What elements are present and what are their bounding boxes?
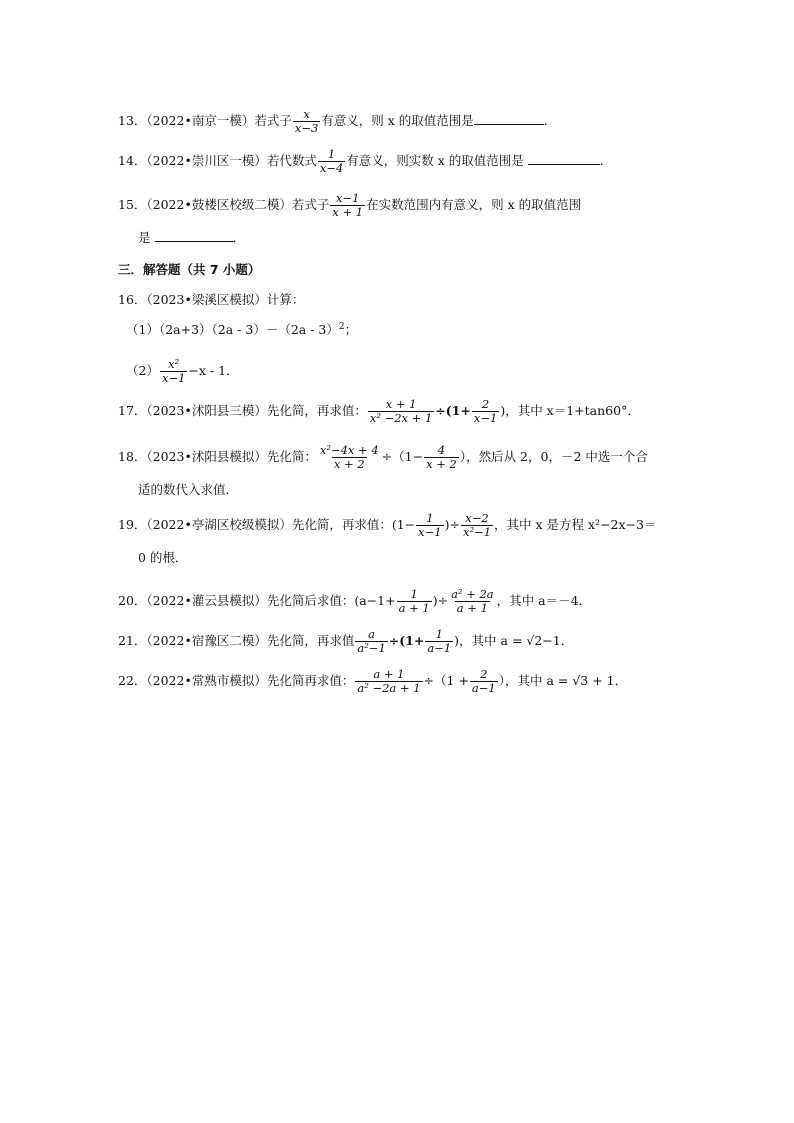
question-18: 18．（2023•沭阳县模拟）先化简： $\frac{\text{x²−4x + 4}}{x + 2}$ ÷（1− $\frac{4}{x + 2}$ ），然后从 2，0，－2 中选一个合 xyxy=(118,443,648,471)
q15-prefix: 15．（2022•鼓楼区校级二模）若式子 xyxy=(118,197,330,212)
question-14: 14．（2022•崇川区一模）若代数式 $\frac{1}{x-4}$ 有意义，则实数 x 的取值范围是 ． xyxy=(118,147,613,175)
q21-fraction-1: $\frac{a}{\text{a²−1}}$ xyxy=(357,627,386,655)
q14-prefix: 14．（2022•崇川区一模）若代数式 xyxy=(118,153,317,168)
q16-fraction: $\frac{\text{x²}}{x-1}$ xyxy=(161,357,186,385)
q15-answer-blank[interactable] xyxy=(155,229,233,242)
q20-fraction-2: $\frac{\text{a² + 2a}}{a + 1}$ xyxy=(451,587,494,615)
q13-fraction: $\frac{x}{x-3}$ xyxy=(294,107,319,135)
q14-fraction: $\frac{1}{x-4}$ xyxy=(319,147,344,175)
question-15 xyxy=(118,192,581,219)
q19-fraction-2: $\frac{x-2}{\text{x²−1}}$ xyxy=(462,511,492,539)
q13-answer-blank[interactable] xyxy=(474,112,544,125)
q18-fraction-1: $\frac{\text{x²−4x + 4}}{x + 2}$ xyxy=(319,443,379,471)
question-22: 22．（2022•常熟市模拟）先化简再求值： $\frac{a + 1}{\text{a² −2a + 1}}$ ÷（1 + $\frac{2}{a-1}$ ），其中 a = √3 + 1． xyxy=(118,667,628,695)
question-15-line2: 是 ． xyxy=(138,230,246,245)
q16-part-1: （1）（2a+3）（2a - 3）－（2a - 3）$^2$； xyxy=(126,321,358,337)
q17-fraction-1: $\frac{x + 1}{\text{x² −2x + 1}}$ xyxy=(369,397,433,425)
section-heading: 三．解答题（共 7 小题） xyxy=(118,262,261,277)
question-19-line2: 0 的根． xyxy=(138,550,188,565)
q18-fraction-2: $\frac{4}{x + 2}$ xyxy=(426,443,457,471)
q13-text: 有意义，则 x 的取值范围是 xyxy=(321,113,474,128)
question-20: 20．（2022•灌云县模拟）先化简后求值：(a−1+ $\frac{1}{a + 1}$ )÷ $\frac{\text{a² + 2a}}{a + 1}$ ，其中 a＝－4． xyxy=(118,587,592,615)
q22-fraction-1: $\frac{a + 1}{\text{a² −2a + 1}}$ xyxy=(357,667,421,695)
question-18-line2: 适的数代入求值． xyxy=(138,482,239,497)
q14-answer-blank[interactable] xyxy=(528,152,600,165)
q14-text: 有意义，则实数 x 的取值范围是 xyxy=(346,153,524,168)
q20-fraction-1: $\frac{1}{a + 1}$ xyxy=(398,587,430,615)
q15-fraction: $\frac{x-1}{x + 1}$ xyxy=(332,191,364,219)
q22-fraction-2: $\frac{2}{a-1}$ xyxy=(471,667,496,695)
question-13: 13．（2022•南京一模）若式子 $\frac{x}{x-3}$ 有意义，则 x 的取值范围是 ． xyxy=(118,107,557,135)
question-19: 19．（2022•亭湖区校级模拟）先化简，再求值：(1− $\frac{1}{x-1}$ )÷ $\frac{x-2}{\text{x²−1}}$ ，其中 x 是方程 x²−2x−3＝ xyxy=(118,511,657,539)
question-16: 16．（2023•梁溪区模拟）计算： xyxy=(118,292,305,307)
q13-prefix: 13．（2022•南京一模）若式子 xyxy=(118,113,292,128)
q19-fraction-1: $\frac{1}{x-1}$ xyxy=(418,511,442,539)
question-17: 17．（2023•沭阳县三模）先化简，再求值： $\frac{x + 1}{\text{x² −2x + 1}}$ ÷(1+ $\frac{2}{x-1}$ )，其中 x＝1+tan60°． xyxy=(118,397,640,425)
q15-text: 在实数范围内有意义，则 x 的取值范围 xyxy=(366,197,582,212)
q21-fraction-2: $\frac{1}{a-1}$ xyxy=(427,627,452,655)
question-21: 21．（2022•宿豫区二模）先化简，再求值 $\frac{a}{\text{a²−1}}$ ÷(1+ $\frac{1}{a-1}$ )，其中 a = √2−1． xyxy=(118,627,574,655)
q17-fraction-2: $\frac{2}{x-1}$ xyxy=(473,397,498,425)
q16-part-2: （2） $\frac{\text{x²}}{x-1}$ −x - 1． xyxy=(126,357,239,385)
